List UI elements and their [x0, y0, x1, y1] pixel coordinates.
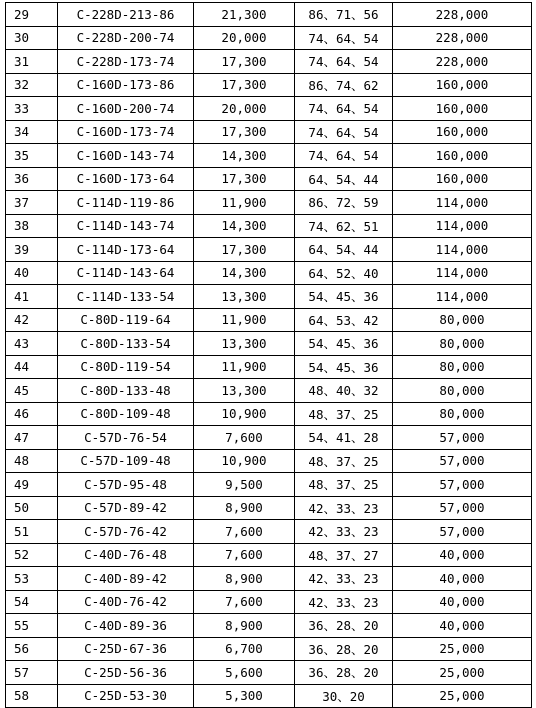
table-row: [6, 26, 532, 50]
value-b-cell: 25,000: [393, 661, 532, 685]
value-set-cell: 36、28、20: [295, 614, 393, 638]
value-set-cell: 74、64、54: [295, 120, 393, 144]
model-code-cell: C-114D-143-64: [58, 261, 194, 285]
row-number-cell: 51: [6, 520, 58, 544]
value-b-cell: 80,000: [393, 355, 532, 379]
value-b-cell: 57,000: [393, 426, 532, 450]
value-set-cell: 48、37、25: [295, 473, 393, 497]
value-set-cell: 86、74、62: [295, 73, 393, 97]
row-number-cell: 34: [6, 120, 58, 144]
model-code-cell: C-160D-173-64: [58, 167, 194, 191]
value-set-cell: 74、64、54: [295, 26, 393, 50]
row-number-cell: 46: [6, 402, 58, 426]
value-a-cell: 17,300: [194, 238, 295, 262]
value-a-cell: 20,000: [194, 26, 295, 50]
row-number-cell: 56: [6, 637, 58, 661]
value-b-cell: 57,000: [393, 496, 532, 520]
row-number-cell: 53: [6, 567, 58, 591]
value-a-cell: 11,900: [194, 191, 295, 215]
value-b-cell: 114,000: [393, 191, 532, 215]
model-code-cell: C-228D-173-74: [58, 50, 194, 74]
row-number-cell: 42: [6, 308, 58, 332]
value-set-cell: 42、33、23: [295, 567, 393, 591]
table-row: [6, 637, 532, 661]
model-code-cell: C-25D-56-36: [58, 661, 194, 685]
table-row: [6, 191, 532, 215]
value-b-cell: 114,000: [393, 238, 532, 262]
value-a-cell: 5,300: [194, 684, 295, 708]
model-code-cell: C-40D-76-48: [58, 543, 194, 567]
row-number-cell: 35: [6, 144, 58, 168]
row-number-cell: 57: [6, 661, 58, 685]
value-set-cell: 54、41、28: [295, 426, 393, 450]
value-b-cell: 25,000: [393, 637, 532, 661]
value-a-cell: 7,600: [194, 520, 295, 544]
model-code-cell: C-80D-119-54: [58, 355, 194, 379]
row-number-cell: 52: [6, 543, 58, 567]
model-code-cell: C-160D-200-74: [58, 97, 194, 121]
model-code-cell: C-160D-143-74: [58, 144, 194, 168]
value-b-cell: 40,000: [393, 567, 532, 591]
value-b-cell: 57,000: [393, 473, 532, 497]
value-a-cell: 11,900: [194, 308, 295, 332]
value-a-cell: 7,600: [194, 543, 295, 567]
model-code-cell: C-57D-76-54: [58, 426, 194, 450]
spec-table: [5, 2, 532, 708]
value-b-cell: 80,000: [393, 308, 532, 332]
value-a-cell: 8,900: [194, 614, 295, 638]
value-b-cell: 40,000: [393, 590, 532, 614]
row-number-cell: 33: [6, 97, 58, 121]
model-code-cell: C-80D-133-48: [58, 379, 194, 403]
model-code-cell: C-57D-109-48: [58, 449, 194, 473]
value-a-cell: 13,300: [194, 285, 295, 309]
table-row: [6, 50, 532, 74]
value-a-cell: 5,600: [194, 661, 295, 685]
value-set-cell: 74、62、51: [295, 214, 393, 238]
model-code-cell: C-114D-119-86: [58, 191, 194, 215]
row-number-cell: 29: [6, 3, 58, 27]
value-b-cell: 80,000: [393, 402, 532, 426]
row-number-cell: 49: [6, 473, 58, 497]
value-a-cell: 13,300: [194, 379, 295, 403]
table-row: [6, 144, 532, 168]
value-set-cell: 64、52、40: [295, 261, 393, 285]
table-row: [6, 614, 532, 638]
table-row: [6, 402, 532, 426]
row-number-cell: 36: [6, 167, 58, 191]
table-row: [6, 449, 532, 473]
table-row: [6, 473, 532, 497]
model-code-cell: C-25D-53-30: [58, 684, 194, 708]
model-code-cell: C-160D-173-74: [58, 120, 194, 144]
model-code-cell: C-40D-89-36: [58, 614, 194, 638]
spec-table-body: [6, 3, 532, 708]
value-set-cell: 30、20: [295, 684, 393, 708]
model-code-cell: C-40D-76-42: [58, 590, 194, 614]
value-b-cell: 228,000: [393, 50, 532, 74]
table-row: [6, 355, 532, 379]
value-set-cell: 48、37、27: [295, 543, 393, 567]
row-number-cell: 45: [6, 379, 58, 403]
value-b-cell: 228,000: [393, 26, 532, 50]
value-b-cell: 160,000: [393, 167, 532, 191]
value-b-cell: 114,000: [393, 285, 532, 309]
value-b-cell: 114,000: [393, 214, 532, 238]
value-set-cell: 86、71、56: [295, 3, 393, 27]
table-row: [6, 684, 532, 708]
model-code-cell: C-57D-76-42: [58, 520, 194, 544]
table-row: [6, 285, 532, 309]
value-a-cell: 17,300: [194, 120, 295, 144]
row-number-cell: 39: [6, 238, 58, 262]
value-b-cell: 160,000: [393, 97, 532, 121]
value-a-cell: 14,300: [194, 144, 295, 168]
value-set-cell: 64、54、44: [295, 238, 393, 262]
table-row: [6, 308, 532, 332]
value-set-cell: 42、33、23: [295, 496, 393, 520]
value-a-cell: 9,500: [194, 473, 295, 497]
value-a-cell: 20,000: [194, 97, 295, 121]
value-a-cell: 6,700: [194, 637, 295, 661]
value-set-cell: 74、64、54: [295, 144, 393, 168]
model-code-cell: C-160D-173-86: [58, 73, 194, 97]
value-b-cell: 80,000: [393, 332, 532, 356]
value-set-cell: 64、53、42: [295, 308, 393, 332]
row-number-cell: 41: [6, 285, 58, 309]
row-number-cell: 50: [6, 496, 58, 520]
table-row: [6, 426, 532, 450]
value-b-cell: 160,000: [393, 120, 532, 144]
row-number-cell: 47: [6, 426, 58, 450]
model-code-cell: C-114D-133-54: [58, 285, 194, 309]
row-number-cell: 37: [6, 191, 58, 215]
value-b-cell: 57,000: [393, 449, 532, 473]
value-set-cell: 86、72、59: [295, 191, 393, 215]
value-a-cell: 17,300: [194, 167, 295, 191]
table-row: [6, 567, 532, 591]
value-a-cell: 14,300: [194, 214, 295, 238]
value-b-cell: 40,000: [393, 614, 532, 638]
row-number-cell: 43: [6, 332, 58, 356]
value-a-cell: 10,900: [194, 402, 295, 426]
model-code-cell: C-80D-119-64: [58, 308, 194, 332]
table-row: [6, 3, 532, 27]
value-a-cell: 14,300: [194, 261, 295, 285]
value-set-cell: 36、28、20: [295, 661, 393, 685]
table-row: [6, 520, 532, 544]
model-code-cell: C-80D-109-48: [58, 402, 194, 426]
table-row: [6, 661, 532, 685]
model-code-cell: C-57D-89-42: [58, 496, 194, 520]
value-b-cell: 25,000: [393, 684, 532, 708]
value-set-cell: 48、37、25: [295, 449, 393, 473]
value-b-cell: 80,000: [393, 379, 532, 403]
value-set-cell: 54、45、36: [295, 355, 393, 379]
row-number-cell: 58: [6, 684, 58, 708]
value-a-cell: 8,900: [194, 567, 295, 591]
value-a-cell: 7,600: [194, 426, 295, 450]
table-row: [6, 120, 532, 144]
value-a-cell: 13,300: [194, 332, 295, 356]
value-set-cell: 64、54、44: [295, 167, 393, 191]
table-row: [6, 590, 532, 614]
value-set-cell: 54、45、36: [295, 332, 393, 356]
value-set-cell: 42、33、23: [295, 590, 393, 614]
value-set-cell: 74、64、54: [295, 97, 393, 121]
model-code-cell: C-25D-67-36: [58, 637, 194, 661]
value-a-cell: 10,900: [194, 449, 295, 473]
value-a-cell: 17,300: [194, 73, 295, 97]
table-row: [6, 261, 532, 285]
value-b-cell: 160,000: [393, 144, 532, 168]
model-code-cell: C-40D-89-42: [58, 567, 194, 591]
table-row: [6, 332, 532, 356]
table-row: [6, 167, 532, 191]
value-b-cell: 114,000: [393, 261, 532, 285]
model-code-cell: C-228D-213-86: [58, 3, 194, 27]
model-code-cell: C-114D-173-64: [58, 238, 194, 262]
value-b-cell: 57,000: [393, 520, 532, 544]
row-number-cell: 32: [6, 73, 58, 97]
model-code-cell: C-114D-143-74: [58, 214, 194, 238]
value-b-cell: 228,000: [393, 3, 532, 27]
table-row: [6, 238, 532, 262]
table-row: [6, 543, 532, 567]
value-a-cell: 8,900: [194, 496, 295, 520]
value-set-cell: 48、37、25: [295, 402, 393, 426]
table-row: [6, 73, 532, 97]
row-number-cell: 44: [6, 355, 58, 379]
value-set-cell: 36、28、20: [295, 637, 393, 661]
table-row: [6, 97, 532, 121]
value-set-cell: 48、40、32: [295, 379, 393, 403]
model-code-cell: C-228D-200-74: [58, 26, 194, 50]
row-number-cell: 54: [6, 590, 58, 614]
table-row: [6, 496, 532, 520]
model-code-cell: C-57D-95-48: [58, 473, 194, 497]
value-a-cell: 7,600: [194, 590, 295, 614]
value-set-cell: 42、33、23: [295, 520, 393, 544]
row-number-cell: 31: [6, 50, 58, 74]
model-code-cell: C-80D-133-54: [58, 332, 194, 356]
row-number-cell: 48: [6, 449, 58, 473]
table-row: [6, 214, 532, 238]
value-b-cell: 40,000: [393, 543, 532, 567]
table-row: [6, 379, 532, 403]
value-a-cell: 21,300: [194, 3, 295, 27]
value-a-cell: 17,300: [194, 50, 295, 74]
row-number-cell: 38: [6, 214, 58, 238]
value-set-cell: 74、64、54: [295, 50, 393, 74]
row-number-cell: 55: [6, 614, 58, 638]
row-number-cell: 40: [6, 261, 58, 285]
value-set-cell: 54、45、36: [295, 285, 393, 309]
value-b-cell: 160,000: [393, 73, 532, 97]
value-a-cell: 11,900: [194, 355, 295, 379]
row-number-cell: 30: [6, 26, 58, 50]
